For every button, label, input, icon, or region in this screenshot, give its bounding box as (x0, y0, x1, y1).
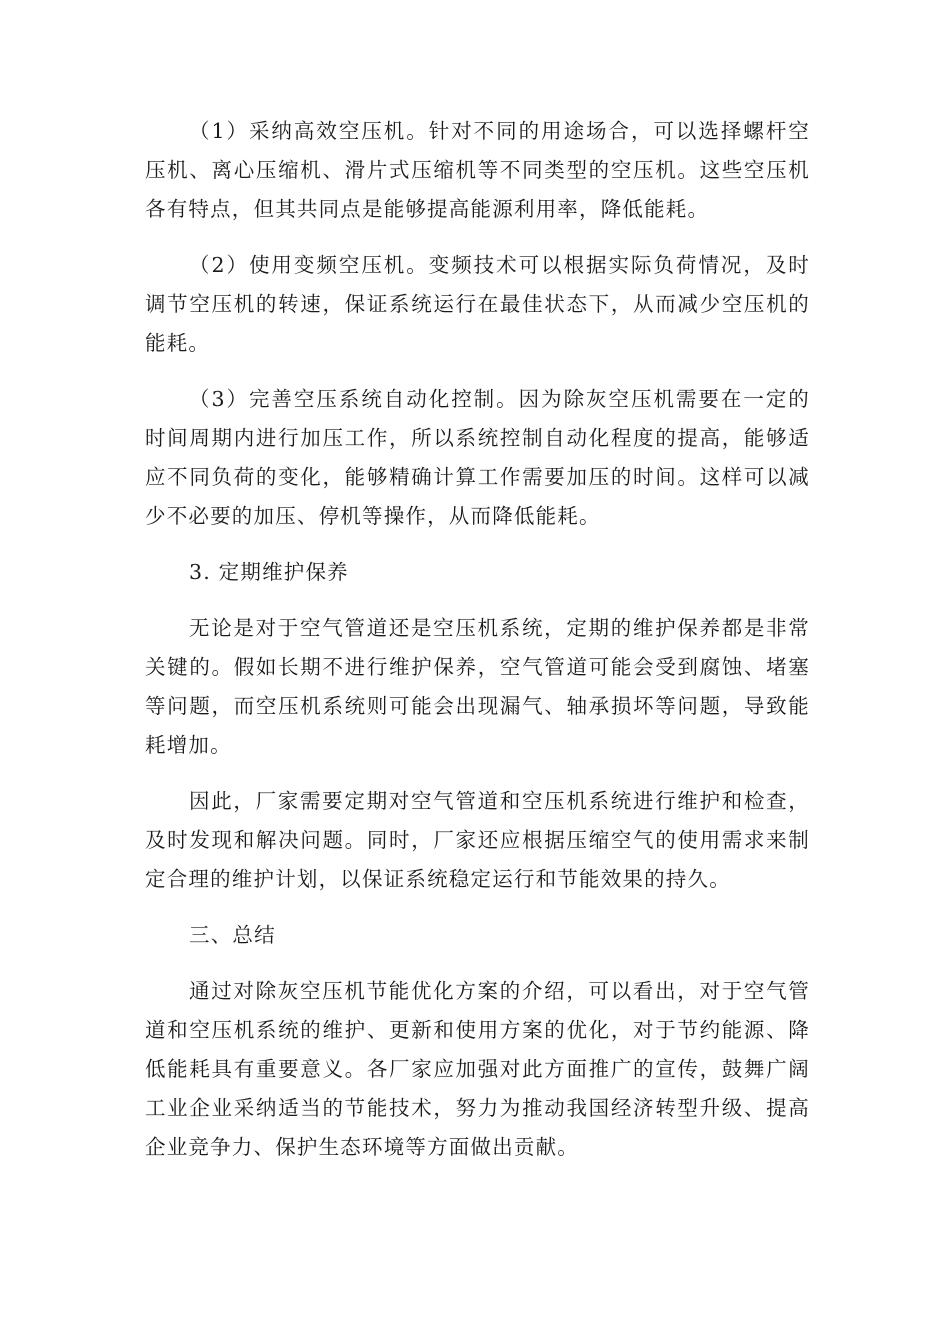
paragraph-variable-frequency-compressor: （2）使用变频空压机。变频技术可以根据实际负荷情况，及时调节空压机的转速，保证系统运行在最佳状态下，从而减少空压机的能耗。 (145, 253, 810, 355)
section-heading-summary: 三、总结 (189, 923, 276, 947)
paragraph-maintenance-plan: 因此，厂家需要定期对空气管道和空压机系统进行维护和检查，及时发现和解决问题。同时，厂家还应根据压缩空气的使用需求来制定合理的维护计划，以保证系统稳定运行和节能效果的持久。 (145, 789, 810, 891)
paragraph-automation-control: （3）完善空压系统自动化控制。因为除灰空压机需要在一定的时间周期内进行加压工作，所以系统控制自动化程度的提高，能够适应不同负荷的变化，能够精确计算工作需要加压的时间。这样可以减少不必要的加压、停机等操作，从而降低能耗。 (145, 387, 810, 528)
paragraph-high-efficiency-compressor: （1）采纳高效空压机。针对不同的用途场合，可以选择螺杆空压机、离心压缩机、滑片式压缩机等不同类型的空压机。这些空压机各有特点，但其共同点是能够提高能源利用率，降低能耗。 (145, 119, 810, 221)
paragraph-maintenance-importance: 无论是对于空气管道还是空压机系统，定期的维护保养都是非常关键的。假如长期不进行维护保养，空气管道可能会受到腐蚀、堵塞等问题，而空压机系统则可能会出现漏气、轴承损坏等问题，导致能耗增加。 (145, 616, 810, 757)
section-heading-maintenance: 3. 定期维护保养 (189, 560, 349, 584)
document-body (145, 112, 810, 1184)
paragraph-summary: 通过对除灰空压机节能优化方案的介绍，可以看出，对于空气管道和空压机系统的维护、更新和使用方案的优化，对于节约能源、降低能耗具有重要意义。各厂家应加强对此方面推广的宣传，鼓舞广阔工业企业采纳适当的节能技术，努力为推动我国经济转型升级、提高企业竞争力、保护生态环境等方面做出贡献。 (145, 979, 810, 1159)
